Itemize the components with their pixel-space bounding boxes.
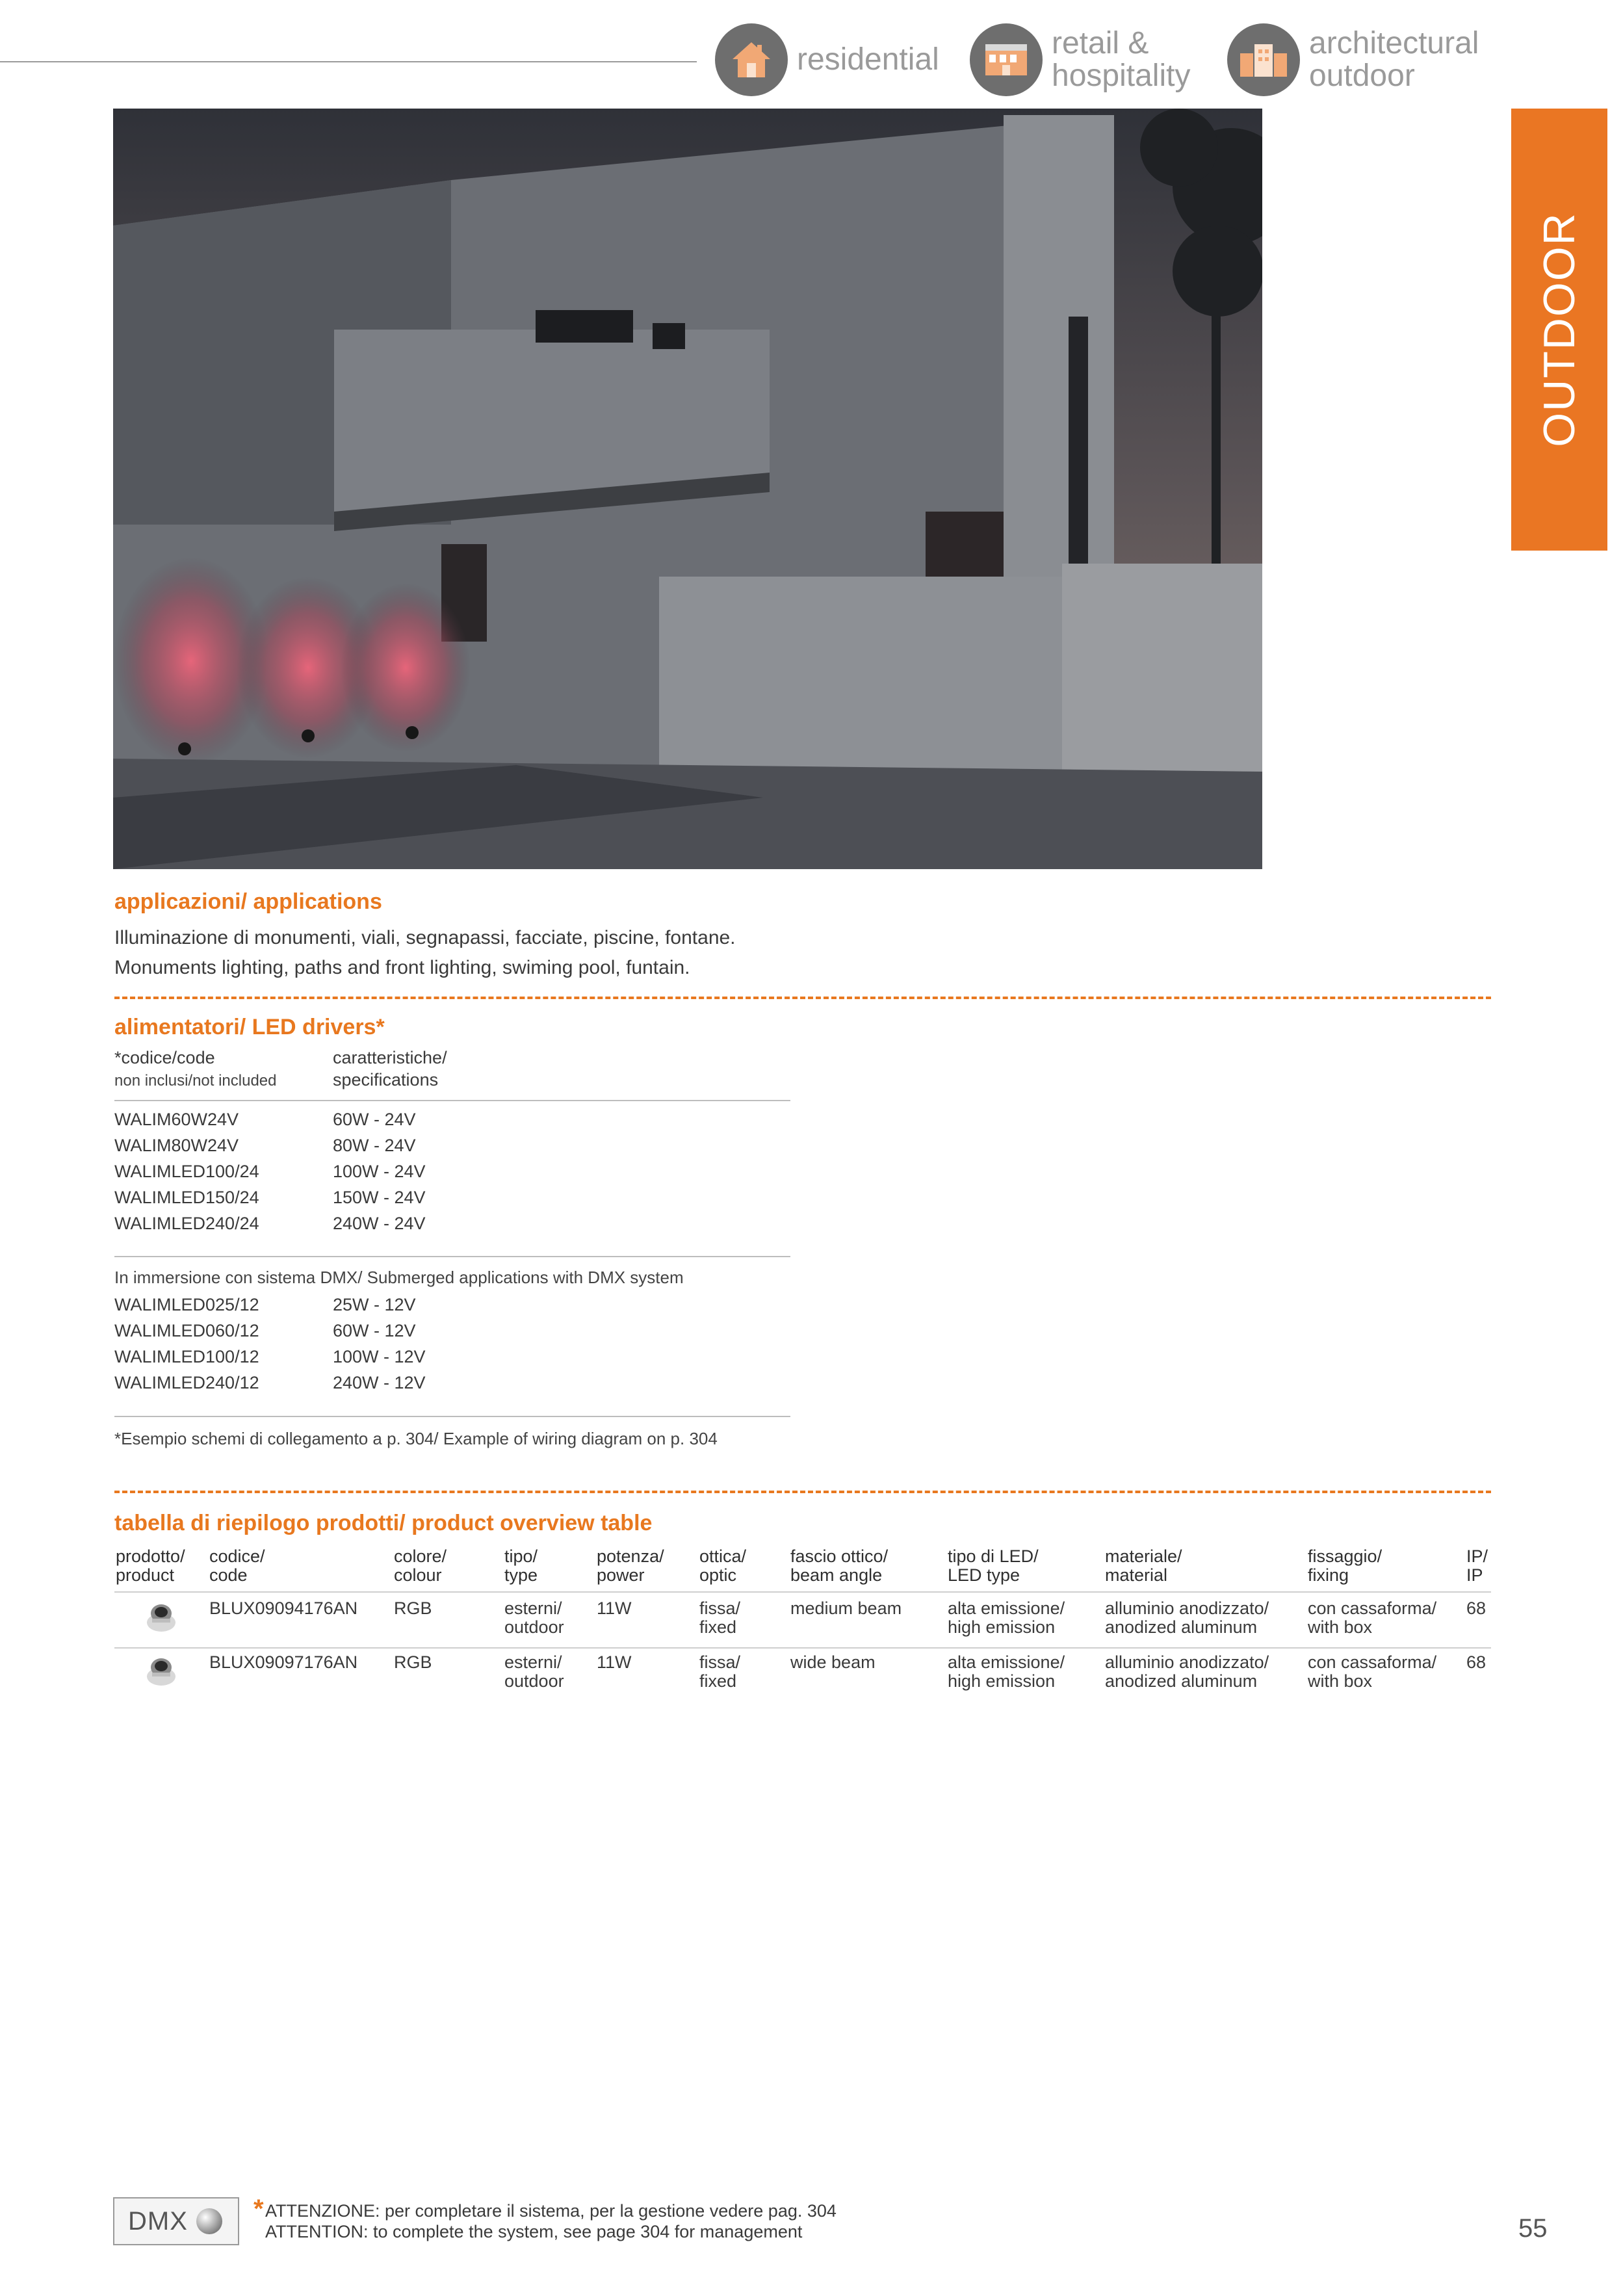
- drivers-end-rule: [114, 1416, 790, 1417]
- product-beam: medium beam: [790, 1598, 902, 1618]
- category-label: residential: [797, 42, 939, 77]
- drivers-title: alimentatori/ LED drivers*: [114, 1015, 385, 1039]
- product-fixing: con cassaforma/ with box: [1308, 1652, 1437, 1691]
- driver-code: WALIMLED100/24: [114, 1162, 259, 1181]
- product-colour: RGB: [394, 1598, 432, 1618]
- driver-spec: 60W - 12V: [333, 1321, 416, 1340]
- applications-text-en: Monuments lighting, paths and front lighting, swiming pool, funtain.: [114, 957, 690, 978]
- driver-code: WALIMLED100/12: [114, 1347, 259, 1366]
- applications-title: applicazioni/ applications: [114, 889, 382, 914]
- product-thumbnail: [143, 1599, 179, 1639]
- product-ip: 68: [1466, 1598, 1487, 1618]
- section-divider: [114, 997, 1491, 999]
- driver-code: WALIMLED060/12: [114, 1321, 259, 1340]
- product-material: alluminio anodizzato/ anodized aluminum: [1105, 1598, 1269, 1637]
- driver-code: WALIM80W24V: [114, 1136, 239, 1155]
- dmx-badge-label: DMX: [128, 2206, 188, 2236]
- driver-spec: 80W - 24V: [333, 1136, 416, 1155]
- driver-code: WALIMLED025/12: [114, 1295, 259, 1314]
- col-head-optic: ottica/ optic: [699, 1546, 747, 1585]
- applications-text-it: Illuminazione di monumenti, viali, segnapassi, facciate, piscine, fontane.: [114, 927, 736, 948]
- driver-code: WALIM60W24V: [114, 1110, 239, 1129]
- col-head-led: tipo di LED/ LED type: [948, 1546, 1039, 1585]
- product-code: BLUX09094176AN: [209, 1598, 358, 1618]
- category-label: architectural outdoor: [1309, 26, 1479, 93]
- product-colour: RGB: [394, 1652, 432, 1672]
- drivers-group-rule: [114, 1256, 790, 1257]
- category-label: retail & hospitality: [1052, 26, 1191, 93]
- driver-spec: 240W - 24V: [333, 1214, 426, 1233]
- col-head-material: materiale/ material: [1105, 1546, 1182, 1585]
- page-number: 55: [1518, 2214, 1548, 2243]
- product-ip: 68: [1466, 1652, 1487, 1672]
- table-row[interactable]: [114, 1599, 1491, 1645]
- product-thumbnail: [143, 1653, 179, 1693]
- table-header-rule: [114, 1591, 1491, 1593]
- product-code: BLUX09097176AN: [209, 1652, 358, 1672]
- col-head-fixing: fissaggio/ fixing: [1308, 1546, 1383, 1585]
- drivers-col-spec-sub: specifications: [333, 1070, 439, 1089]
- section-tab-label: OUTDOOR: [1535, 212, 1584, 447]
- driver-spec: 100W - 12V: [333, 1347, 426, 1366]
- col-head-type: tipo/ type: [504, 1546, 538, 1585]
- table-row[interactable]: [114, 1653, 1491, 1699]
- product-fixing: con cassaforma/ with box: [1308, 1598, 1437, 1637]
- driver-code: WALIMLED240/12: [114, 1373, 259, 1392]
- drivers-group-12v: [114, 1292, 829, 1402]
- house-icon: [715, 23, 788, 96]
- building-icon: [1227, 23, 1300, 96]
- product-power: 11W: [597, 1598, 632, 1618]
- product-optic: fissa/ fixed: [699, 1598, 741, 1637]
- header-rule: [0, 61, 697, 62]
- footer-note-it: ATTENZIONE: per completare il sistema, per la gestione vedere pag. 304: [265, 2201, 837, 2221]
- col-head-beam: fascio ottico/ beam angle: [790, 1546, 889, 1585]
- product-type: esterni/ outdoor: [504, 1598, 564, 1637]
- footer-note-en: ATTENTION: to complete the system, see page 304 for management: [265, 2222, 803, 2241]
- dmx-badge: [113, 2197, 239, 2245]
- drivers-dmx-note: In immersione con sistema DMX/ Submerged applications with DMX system: [114, 1268, 684, 1287]
- col-head-ip: IP/ IP: [1466, 1546, 1488, 1585]
- col-head-colour: colore/ colour: [394, 1546, 447, 1585]
- col-head-product: prodotto/ product: [116, 1546, 185, 1585]
- drivers-col-spec-head: caratteristiche/: [333, 1048, 447, 1067]
- storefront-icon: [970, 23, 1043, 96]
- driver-code: WALIMLED240/24: [114, 1214, 259, 1233]
- footer-asterisk: *: [253, 2195, 264, 2223]
- drivers-footnote: *Esempio schemi di collegamento a p. 304/ Example of wiring diagram on p. 304: [114, 1429, 718, 1448]
- col-head-power: potenza/ power: [597, 1546, 664, 1585]
- category-residential[interactable]: [715, 23, 939, 96]
- driver-code: WALIMLED150/24: [114, 1188, 259, 1207]
- product-optic: fissa/ fixed: [699, 1652, 741, 1691]
- overview-title: tabella di riepilogo prodotti/ product overview table: [114, 1511, 653, 1535]
- product-power: 11W: [597, 1652, 632, 1672]
- section-divider: [114, 1491, 1491, 1493]
- drivers-group-24v: [114, 1106, 829, 1243]
- hero-photo: [113, 109, 1262, 869]
- driver-spec: 240W - 12V: [333, 1373, 426, 1392]
- product-led: alta emissione/ high emission: [948, 1652, 1065, 1691]
- driver-spec: 60W - 24V: [333, 1110, 416, 1129]
- section-tab-outdoor: [1511, 109, 1607, 551]
- table-row-rule: [114, 1647, 1491, 1649]
- category-retail-hospitality[interactable]: [970, 23, 1190, 96]
- product-beam: wide beam: [790, 1652, 876, 1672]
- product-material: alluminio anodizzato/ anodized aluminum: [1105, 1652, 1269, 1691]
- driver-spec: 100W - 24V: [333, 1162, 426, 1181]
- drivers-col-code-sub: non inclusi/not included: [114, 1072, 277, 1089]
- dmx-globe-icon: [194, 2206, 224, 2236]
- driver-spec: 150W - 24V: [333, 1188, 426, 1207]
- category-architectural-outdoor[interactable]: [1227, 23, 1479, 96]
- driver-spec: 25W - 12V: [333, 1295, 416, 1314]
- product-led: alta emissione/ high emission: [948, 1598, 1065, 1637]
- drivers-col-code-head: *codice/code: [114, 1048, 215, 1067]
- col-head-code: codice/ code: [209, 1546, 265, 1585]
- drivers-header-rule: [114, 1100, 790, 1101]
- product-type: esterni/ outdoor: [504, 1652, 564, 1691]
